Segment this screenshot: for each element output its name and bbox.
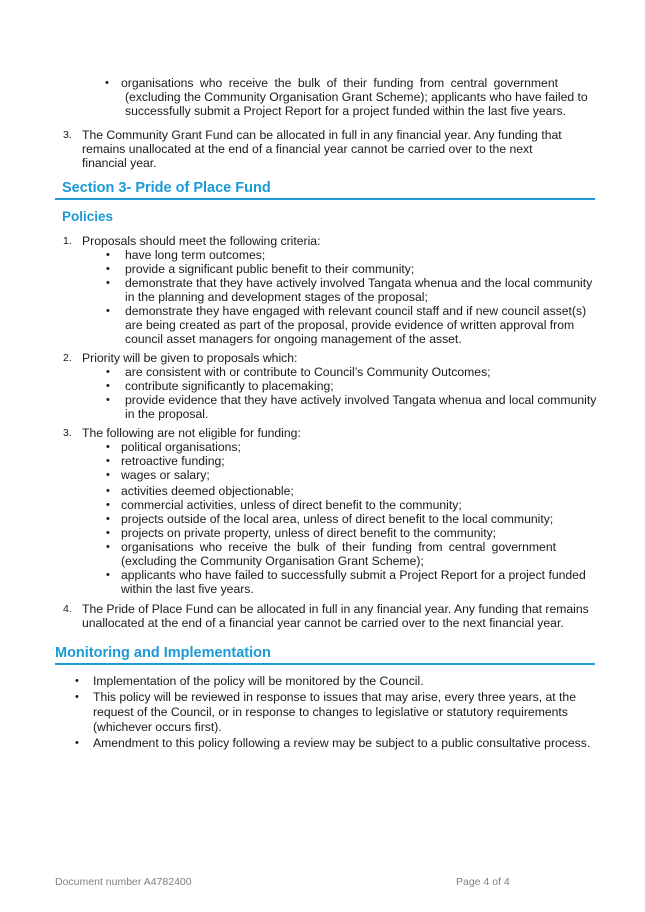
list-item: retroactive funding; (121, 454, 225, 468)
bullet-icon: • (106, 513, 110, 525)
list-item: This policy will be reviewed in response to issues that may arise, every three years, at the (93, 690, 576, 704)
list-item-continuation: (whichever occurs first). (93, 720, 222, 734)
list-item: provide evidence that they have actively involved Tangata whenua and local community (125, 393, 597, 407)
list-item: Amendment to this policy following a review may be subject to a public consultative process. (93, 736, 591, 750)
section-rule (55, 198, 595, 200)
item-intro: Priority will be given to proposals which: (82, 351, 298, 365)
bullet-icon: • (106, 469, 110, 481)
paragraph-line: remains unallocated at the end of a financial year cannot be carried over to the next (82, 142, 533, 156)
subheading: Policies (62, 209, 114, 224)
list-item-continuation: within the last five years. (121, 582, 254, 596)
bullet-icon: • (106, 541, 110, 553)
paragraph-line: financial year. (82, 156, 157, 170)
list-item: projects outside of the local area, unless of direct benefit to the local community; (121, 512, 554, 526)
bullet-icon: • (106, 569, 110, 581)
list-item-continuation: council asset managers for ongoing management of the asset. (125, 332, 462, 346)
list-item: provide a significant public benefit to their community; (125, 262, 415, 276)
bullet-line: (excluding the Community Organisation Grant Scheme); applicants who have failed to (125, 90, 588, 104)
bullet-icon: • (75, 737, 79, 749)
list-item: are consistent with or contribute to Council’s Community Outcomes; (125, 365, 491, 379)
bullet-icon: • (106, 441, 110, 453)
bullet-icon: • (106, 499, 110, 511)
list-item-continuation: are being created as part of the proposal, provide evidence of written approval from (125, 318, 575, 332)
list-item: Implementation of the policy will be monitored by the Council. (93, 674, 424, 688)
item-intro: The following are not eligible for funding: (82, 426, 301, 440)
list-item-continuation: in the proposal. (125, 407, 209, 421)
item-number: 3. (63, 129, 72, 141)
bullet-icon: • (106, 394, 110, 406)
list-item: wages or salary; (121, 468, 210, 482)
item-number: 2. (63, 352, 72, 364)
section-heading: Section 3- Pride of Place Fund (62, 180, 271, 196)
item-intro: Proposals should meet the following criteria: (82, 234, 321, 248)
bullet-icon: • (106, 249, 110, 261)
bullet-icon: • (106, 485, 110, 497)
section-rule (55, 663, 595, 665)
list-item-continuation: in the planning and development stages of the proposal; (125, 290, 428, 304)
list-item: demonstrate they have engaged with relevant council staff and if new council asset(s) (125, 304, 587, 318)
list-item: applicants who have failed to successfully submit a Project Report for a project funded (121, 568, 586, 582)
bullet-icon: • (75, 691, 79, 703)
paragraph-line: unallocated at the end of a financial year cannot be carried over to the next financial year. (82, 616, 564, 630)
bullet-icon: • (106, 305, 110, 317)
document-number: Document number A4782400 (55, 876, 192, 888)
bullet-icon: • (75, 675, 79, 687)
paragraph-line: The Community Grant Fund can be allocated in full in any financial year. Any funding that (82, 128, 562, 142)
bullet-icon: • (106, 527, 110, 539)
list-item: political organisations; (121, 440, 241, 454)
bullet-icon: • (106, 277, 110, 289)
item-number: 4. (63, 603, 72, 615)
list-item-continuation: request of the Council, or in response to changes to legislative or statutory requirements (93, 705, 568, 719)
section-heading: Monitoring and Implementation (55, 645, 271, 661)
item-number: 1. (63, 235, 72, 247)
list-item: activities deemed objectionable; (121, 484, 294, 498)
bullet-line: organisations who receive the bulk of their funding from central government (121, 76, 558, 90)
bullet-icon: • (106, 366, 110, 378)
bullet-icon: • (106, 455, 110, 467)
item-number: 3. (63, 427, 72, 439)
bullet-icon: • (106, 380, 110, 392)
list-item-continuation: (excluding the Community Organisation Grant Scheme); (121, 554, 424, 568)
bullet-icon: • (106, 263, 110, 275)
list-item: contribute significantly to placemaking; (125, 379, 334, 393)
list-item: projects on private property, unless of direct benefit to the community; (121, 526, 497, 540)
list-item: have long term outcomes; (125, 248, 266, 262)
bullet-icon: • (105, 77, 109, 89)
list-item: demonstrate that they have actively involved Tangata whenua and the local community (125, 276, 593, 290)
list-item: organisations who receive the bulk of their funding from central government (121, 540, 556, 554)
bullet-line: successfully submit a Project Report for a project funded within the last five years. (125, 104, 566, 118)
list-item: commercial activities, unless of direct benefit to the community; (121, 498, 462, 512)
paragraph-line: The Pride of Place Fund can be allocated in full in any financial year. Any funding that remains (82, 602, 589, 616)
page-number: Page 4 of 4 (456, 876, 510, 888)
